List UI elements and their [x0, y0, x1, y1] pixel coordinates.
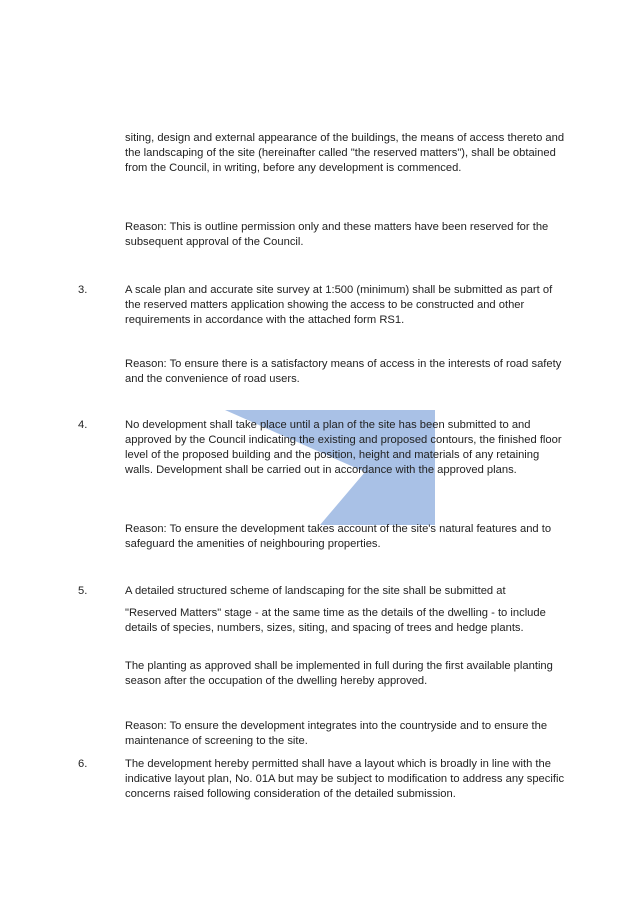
condition-5-number: 5. — [78, 585, 88, 597]
condition-6-text: The development hereby permitted shall have a layout which is broadly in line with the indicative layout plan, No. 01A but may be subject to modification to address any specific concerns raised following consideration of the detailed submission. — [125, 758, 565, 800]
intro-paragraph: siting, design and external appearance of the buildings, the means of access thereto and the landscaping of the site (hereinafter called "the reserved matters"), shall be obtained from the Council, in writing, before any development is commenced. — [125, 132, 565, 174]
condition-4-number: 4. — [78, 419, 88, 431]
condition-5-reason: Reason: To ensure the development integrates into the countryside and to ensure the maintenance of screening to the site. — [125, 720, 548, 747]
condition-4-reason: Reason: To ensure the development takes account of the site's natural features and to safeguard the amenities of neighbouring properties. — [125, 523, 552, 550]
condition-6-number: 6. — [78, 758, 88, 770]
intro-reason: Reason: This is outline permission only and these matters have been reserved for the subsequent approval of the Council. — [125, 221, 549, 248]
condition-3-reason: Reason: To ensure there is a satisfactory means of access in the interests of road safety and the convenience of road users. — [125, 358, 562, 385]
condition-3-text: A scale plan and accurate site survey at 1:500 (minimum) shall be submitted as part of the reserved matters application showing the access to be constructed and other requirements in accordance with the attached form RS1. — [125, 284, 553, 326]
condition-5-text-1: A detailed structured scheme of landscaping for the site shall be submitted at — [125, 585, 506, 597]
condition-5-text-3: The planting as approved shall be implemented in full during the first available planting season after the occupation of the dwelling hereby approved. — [125, 660, 553, 687]
condition-3-number: 3. — [78, 284, 88, 296]
condition-5-text-2: "Reserved Matters" stage - at the same time as the details of the dwelling - to include details of species, numbers, sizes, siting, and spacing of trees and hedge plants. — [125, 607, 546, 634]
condition-4-text: No development shall take place until a plan of the site has been submitted to and approved by the Council indicating the existing and proposed contours, the finished floor level of the proposed building and the position, height and materials of any retaining walls. Development shall be carried out in accordance with the approved plans. — [125, 419, 562, 476]
